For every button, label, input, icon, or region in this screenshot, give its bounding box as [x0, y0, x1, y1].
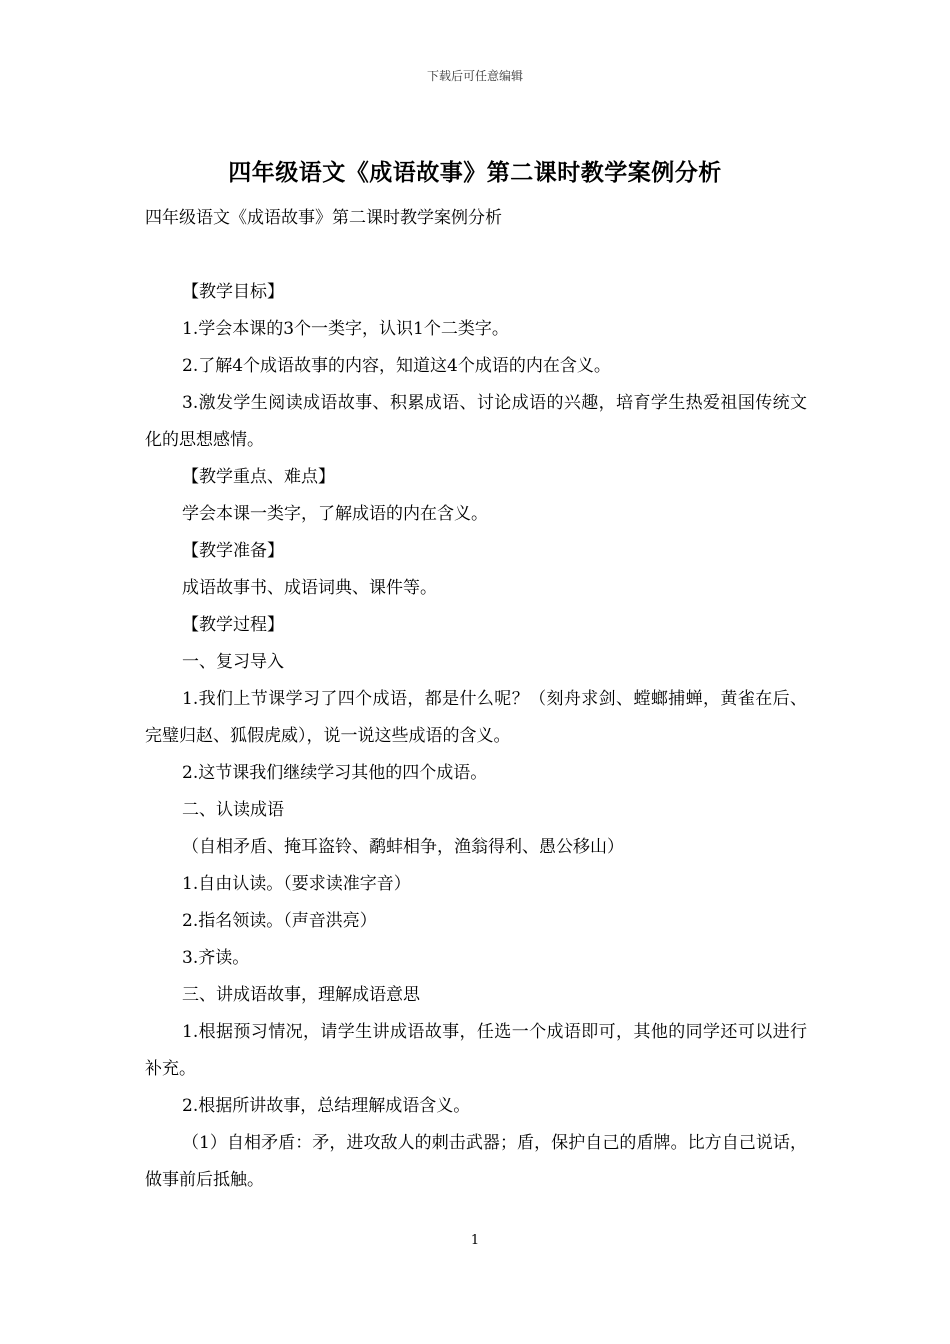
paragraph: （1）自相矛盾：矛，进攻敌人的刺击武器；盾，保护自己的盾牌。比方自己说话，做事前后抵触。	[145, 1133, 807, 1190]
section-heading-key-points: 【教学重点、难点】	[182, 467, 335, 487]
paragraph: 2.指名领读。（声音洪亮）	[182, 911, 377, 931]
paragraph: 1.根据预习情况，请学生讲成语故事，任选一个成语即可，其他的同学还可以进行补充。	[145, 1022, 807, 1079]
subheading: 一、复习导入	[182, 652, 284, 672]
paragraph: 2.根据所讲故事，总结理解成语含义。	[182, 1096, 471, 1116]
paragraph: 2.这节课我们继续学习其他的四个成语。	[182, 763, 488, 783]
subheading: 三、讲成语故事，理解成语意思	[182, 985, 420, 1005]
subtitle-line: 四年级语文《成语故事》第二课时教学案例分析	[145, 208, 502, 228]
section-heading-process: 【教学过程】	[182, 615, 284, 635]
section-heading-preparation: 【教学准备】	[182, 541, 284, 561]
paragraph: 3.激发学生阅读成语故事、积累成语、讨论成语的兴趣，培育学生热爱祖国传统文化的思想感情。	[145, 393, 807, 450]
section-heading-goals: 【教学目标】	[182, 282, 284, 302]
page-number: 1	[470, 1233, 480, 1248]
paragraph: 2.了解4个成语故事的内容，知道这4个成语的内在含义。	[182, 356, 611, 376]
paragraph: 成语故事书、成语词典、课件等。	[182, 578, 437, 598]
subheading: 二、认读成语	[182, 800, 284, 820]
header-note: 下载后可任意编辑	[426, 69, 523, 83]
blank-line	[145, 237, 807, 274]
paragraph: 1.学会本课的3个一类字，认识1个二类字。	[182, 319, 509, 339]
paragraph: 3.齐读。	[182, 948, 250, 968]
paragraph: 1.我们上节课学习了四个成语，都是什么呢？（刻舟求剑、螳螂捕蝉，黄雀在后、完璧归赵、狐假虎威），说一说这些成语的含义。	[145, 689, 807, 746]
document-title: 四年级语文《成语故事》第二课时教学案例分析	[228, 159, 722, 186]
document-body	[145, 200, 807, 1199]
paragraph: 学会本课一类字，了解成语的内在含义。	[182, 504, 488, 524]
paragraph: （自相矛盾、掩耳盗铃、鹬蚌相争，渔翁得利、愚公移山）	[182, 837, 624, 857]
paragraph: 1.自由认读。（要求读准字音）	[182, 874, 411, 894]
